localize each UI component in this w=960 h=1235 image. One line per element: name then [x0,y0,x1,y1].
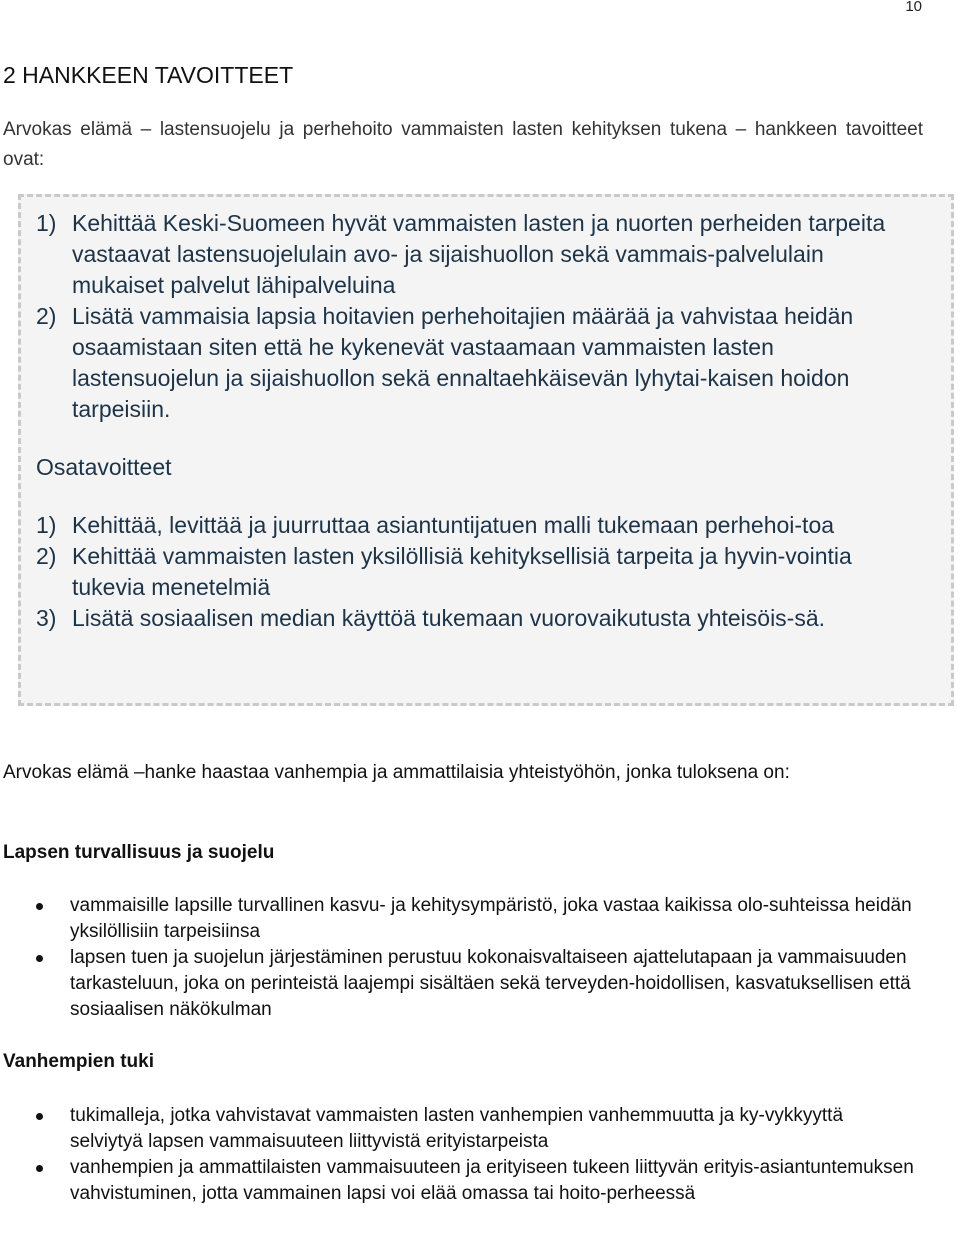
subgoal-item [36,510,916,541]
goal-item [36,301,916,425]
section-title: 2 HANKKEEN TAVOITTEET [3,62,294,88]
list-item-text: lapsen tuen ja suojelun järjestäminen perustuu kokonaisvaltaiseen ajattelutapaan ja vammaisuuden tarkasteluun, joka on perinteistä laajempi sisältäen sekä terveyden-hoidollisen, kasvatuksellisen että sosiaalisen näkökulman [70,947,911,1020]
subgoal-number: 1) [36,512,57,538]
goal-text: Lisätä vammaisia lapsia hoitavien perhehoitajien määrää ja vahvistaa heidän osaamistaan siten että he kykenevät vastaamaan vammaisten lasten lastensuojelun ja sijaishuollon sekä ennaltaehkäisevän lyhytai-kaisen hoidon tarpeisiin. [72,303,854,422]
subgoals-heading: Osatavoitteet [36,454,172,480]
subgoal-number: 3) [36,605,57,631]
collaboration-paragraph: Arvokas elämä –hanke haastaa vanhempia ja ammattilaisia yhteistyöhön, jonka tuloksena on: [3,762,790,783]
subgoal-text: Kehittää, levittää ja juurruttaa asiantuntijatuen malli tukemaan perhehoi-toa [72,512,835,538]
main-goals-list [36,208,916,425]
goal-number: 1) [36,210,57,236]
parents-heading: Vanhempien tuki [3,1051,154,1072]
bullet-icon [36,1113,43,1120]
subgoal-text: Kehittää vammaisten lasten yksilöllisiä kehityksellisiä tarpeita ja hyvin-vointia tukevia menetelmiä [72,543,852,600]
subgoals-list [36,510,916,634]
safety-heading: Lapsen turvallisuus ja suojelu [3,842,275,863]
subgoal-number: 2) [36,543,57,569]
list-item [0,945,920,1023]
intro-paragraph: Arvokas elämä – lastensuojelu ja perhehoito vammaisten lasten kehityksen tukena – hankkeen tavoitteet ovat: [3,119,923,170]
bullet-icon [36,955,43,962]
list-item [0,893,920,945]
list-item [0,1155,920,1207]
safety-list [0,893,920,1023]
subgoal-item [36,603,916,634]
bullet-icon [36,1165,43,1172]
subgoal-item [36,541,916,603]
goal-number: 2) [36,303,57,329]
subgoal-text: Lisätä sosiaalisen median käyttöä tukemaan vuorovaikutusta yhteisöis-sä. [72,605,826,631]
list-item-text: vanhempien ja ammattilaisten vammaisuuteen ja erityiseen tukeen liittyvän erityis-asiantuntemuksen vahvistuminen, jotta vammainen lapsi voi elää omassa tai hoito-perheessä [70,1157,914,1204]
list-item [0,1103,920,1155]
parents-list [0,1103,920,1207]
goal-item [36,208,916,301]
list-item-text: vammaisille lapsille turvallinen kasvu- ja kehitysympäristö, joka vastaa kaikissa olo-suhteissa heidän yksilöllisiin tarpeisiinsa [70,895,912,942]
page-number: 10 [905,0,922,15]
goal-text: Kehittää Keski-Suomeen hyvät vammaisten lasten ja nuorten perheiden tarpeita vastaavat lastensuojelulain avo- ja sijaishuollon sekä vammais-palvelulain mukaiset palvelut lähipalveluina [72,210,886,298]
bullet-icon [36,903,43,910]
list-item-text: tukimalleja, jotka vahvistavat vammaisten lasten vanhempien vanhemmuutta ja ky-vykkyyttä selviytyä lapsen vammaisuuteen liittyvistä erityistarpeista [70,1105,844,1152]
